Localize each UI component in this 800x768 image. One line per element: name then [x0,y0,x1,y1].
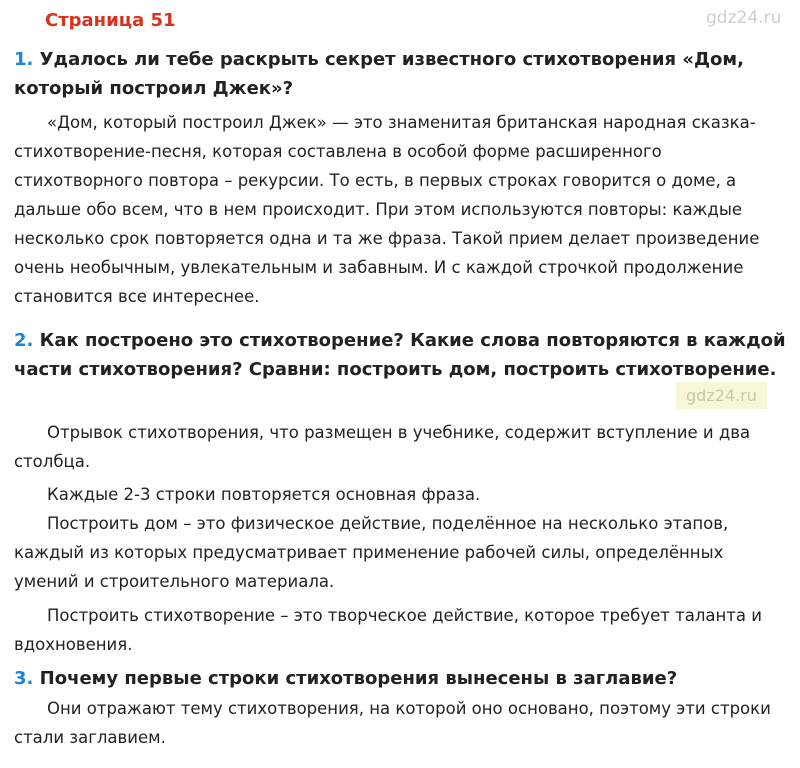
watermark-badge: gdz24.ru [676,382,767,409]
question-2-text: Как построено это стихотворение? Какие слова повторяются в каждой части стихотворения? Сравни: построить дом, построить стихотворение. [14,330,786,380]
answer-3: Они отражают тему стихотворения, на которой оно основано, поэтому эти строки стали заглавием. [14,699,771,747]
question-2-number: 2. [14,330,34,351]
page-title: Страница 51 [45,10,176,31]
question-2 [14,326,788,384]
answer-2-paragraph-4: Построить стихотворение – это творческое действие, которое требует таланта и вдохновения. [14,606,762,654]
answer-2-paragraph-3: Построить дом – это физическое действие, поделённое на несколько этапов, каждый из которых предусматривает применение рабочей силы, определённых умений и строительного материала. [14,514,729,591]
question-1-text: Удалось ли тебе раскрыть секрет известного стихотворения «Дом, который построил Джек»? [14,49,744,99]
question-1 [14,45,788,103]
answer-2-paragraph-1: Отрывок стихотворения, что размещен в учебнике, содержит вступление и два столбца. [14,423,751,471]
question-1-number: 1. [14,49,34,70]
answer-1: «Дом, который построил Джек» — это знаменитая британская народная сказка-стихотворение-песня, которая составлена в особой форме расширенного стихотворного повтора – рекурсии. То есть, в первых строках говорится о доме, а дальше обо всем, что в нем происходит. При этом используются повторы: каждые несколько срок повторяется одна и та же фраза. Такой прием делает произведение очень необычным, увлекательным и забавным. И с каждой строчкой продолжение становится все интереснее. [14,113,760,306]
answer-2-paragraph-2: Каждые 2-3 строки повторяется основная фраза. [47,485,481,504]
question-3-text: Почему первые строки стихотворения вынесены в заглавие? [39,668,678,689]
question-3-number: 3. [14,668,34,689]
watermark-top-right: gdz24.ru [706,8,782,28]
question-3 [14,664,788,693]
